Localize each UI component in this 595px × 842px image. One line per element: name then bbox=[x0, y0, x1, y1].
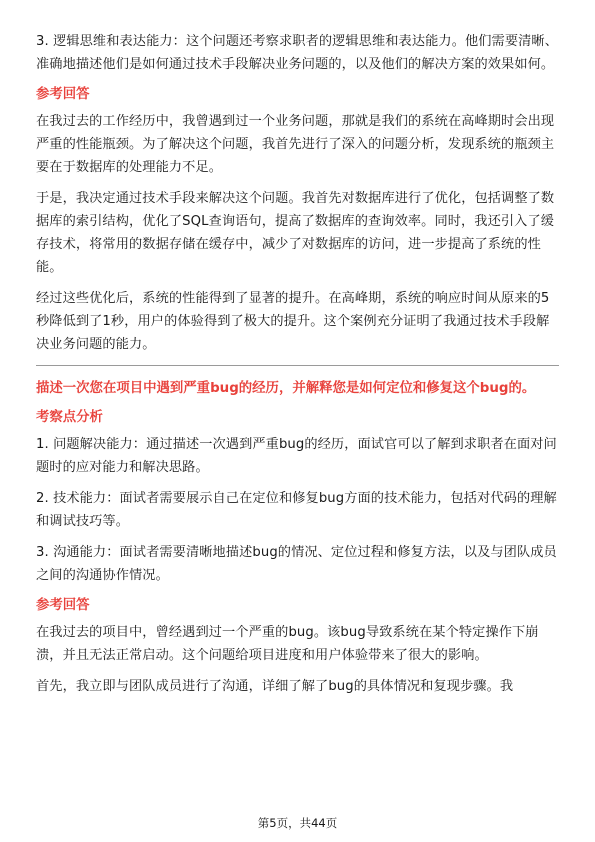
page-number: 第5页，共44页 bbox=[257, 816, 338, 830]
section1-answer-paragraph-2: 于是，我决定通过技术手段来解决这个问题。我首先对数据库进行了优化，包括调整了数据库的索引结构，优化了SQL查询语句，提高了数据库的查询效率。同时，我还引入了缓存技术，将常用的数据存储在缓存中，减少了对数据库的访问，进一步提高了系统的性能。 bbox=[36, 191, 555, 275]
section2-answer-heading: 参考回答 bbox=[36, 598, 90, 613]
section1-answer-paragraph-1: 在我过去的工作经历中，我曾遇到过一个业务问题，那就是我们的系统在高峰期时会出现严重的性能瓶颈。为了解决这个问题，我首先进行了深入的问题分析，发现系统的瓶颈主要在于数据库的处理能力不足。 bbox=[36, 114, 555, 175]
section2-analysis-point-2: 2. 技术能力：面试者需要展示自己在定位和修复bug方面的技术能力，包括对代码的理解和调试技巧等。 bbox=[36, 491, 557, 529]
section2-analysis-point-1: 1. 问题解决能力：通过描述一次遇到严重bug的经历，面试官可以了解到求职者在面对问题时的应对能力和解决思路。 bbox=[36, 437, 557, 475]
section2-question: 描述一次您在项目中遇到严重bug的经历，并解释您是如何定位和修复这个bug的。 bbox=[36, 381, 536, 396]
section-divider bbox=[36, 365, 559, 366]
section2-analysis-heading: 考察点分析 bbox=[36, 410, 103, 425]
section2-answer-paragraph-2: 首先，我立即与团队成员进行了沟通，详细了解了bug的具体情况和复现步骤。我 bbox=[36, 679, 514, 694]
section1-answer-paragraph-3: 经过这些优化后，系统的性能得到了显著的提升。在高峰期，系统的响应时间从原来的5秒降低到了1秒，用户的体验得到了极大的提升。这个案例充分证明了我通过技术手段解决业务问题的能力。 bbox=[36, 291, 550, 352]
section2-answer-paragraph-1: 在我过去的项目中，曾经遇到过一个严重的bug。该bug导致系统在某个特定操作下崩溃，并且无法正常启动。这个问题给项目进度和用户体验带来了很大的影响。 bbox=[36, 625, 539, 663]
section2-analysis-point-3: 3. 沟通能力：面试者需要清晰地描述bug的情况、定位过程和修复方法，以及与团队成员之间的沟通协作情况。 bbox=[36, 545, 557, 583]
section1-answer-heading: 参考回答 bbox=[36, 87, 90, 102]
page-content bbox=[36, 30, 559, 706]
section1-point-3: 3. 逻辑思维和表达能力：这个问题还考察求职者的逻辑思维和表达能力。他们需要清晰、准确地描述他们是如何通过技术手段解决业务问题的，以及他们的解决方案的效果如何。 bbox=[36, 34, 558, 72]
